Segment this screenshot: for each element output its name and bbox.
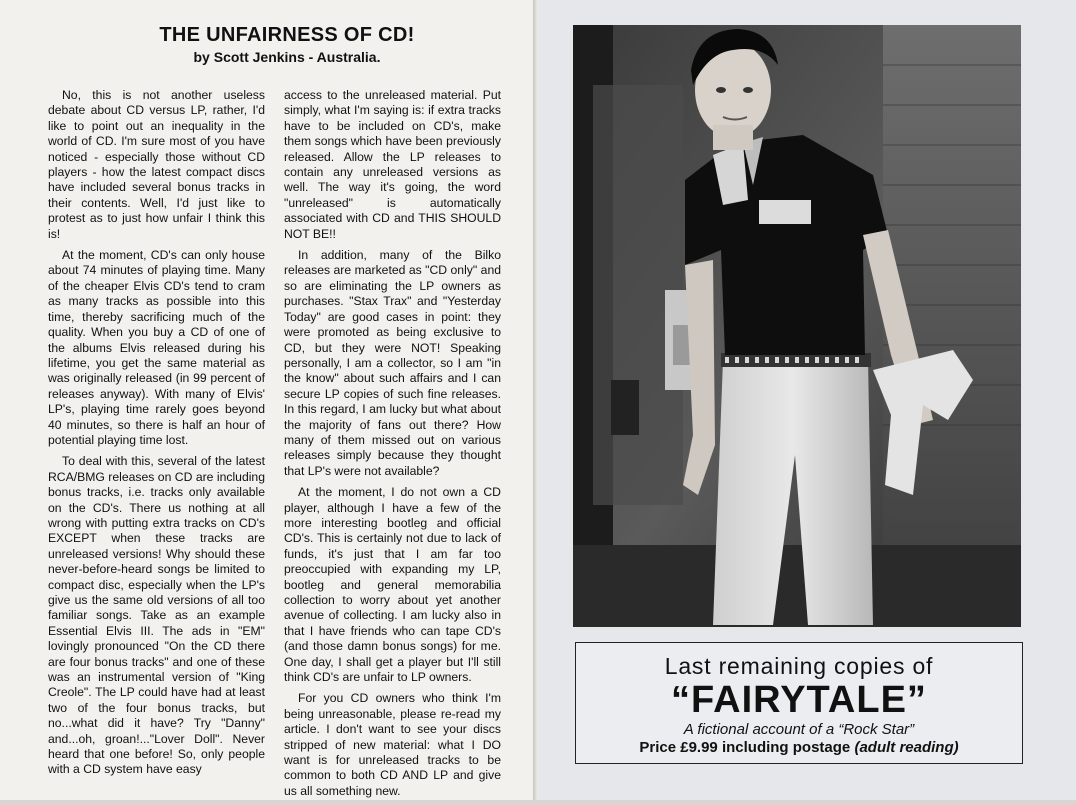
- advert-book-title: “FAIRYTALE”: [671, 679, 927, 721]
- photo-illustration: [573, 25, 1021, 627]
- article-title: THE UNFAIRNESS OF CD!: [159, 24, 415, 46]
- article-column-2: [284, 88, 501, 805]
- paragraph: In addition, many of the Bilko releases are marketed as "CD only" and so are eliminating the LP owners as purchases. "Stax Trax" and "Yesterday Today" are good cases in point: they were promoted as being exclusive to CD, but they were NOT! Speaking personally, I am a collector, so I am "in the know" about such affairs and I can secure LP copies of such fine releases. In this regard, I am lucky but what about the majority of fans out there? How many of them missed out on various releases simply because they thought that LP's were not available?: [284, 248, 501, 478]
- paragraph: To deal with this, several of the latest RCA/BMG releases on CD are including bonus tracks, i.e. tracks only available on the CD's. There us nothing at all wrong with putting extra tracks on CD's EXCEPT when these tracks are unreleased versions! Why should these never-before-heard songs be limited to compact disc, especially when the LP's give us the same old versions of all too familiar songs. Take as an example Essential Elvis III. The ads in "EM" lovingly pronounced "On the CD there are four bonus tracks" and one of these was an instrumental version of "King Creole". The LP could have had at least two of the four bonus tracks, but no...what did it have? Try "Danny" and...oh, groan!..."Lover Doll". Never heard that one before! So, only people with a CD system have easy: [48, 454, 265, 777]
- elvis-photo: [573, 25, 1021, 627]
- fairytale-advert: [575, 642, 1023, 764]
- paragraph: access to the unreleased material. Put simply, what I'm saying is: if extra tracks have to be included on CD's, make them songs which have been previously released. Allow the LP releases to contain any unreleased versions as well. The way it's going, the word "unreleased" is automatically associated with CD and THIS SHOULD NOT BE!!: [284, 88, 501, 241]
- advert-subtitle: A fictional account of a “Rock Star”: [683, 721, 915, 738]
- article-column-1: [48, 88, 265, 784]
- advert-price-line: [576, 739, 1022, 756]
- advert-tagline: Last remaining copies of: [664, 653, 934, 679]
- paragraph: No, this is not another useless debate about CD versus LP, rather, I'd like to point out an inequality in the world of CD. I'm sure most of you have noticed - especially those without CD players - how the latest compact discs have included several bonus tracks in their contents. Well, I'd just like to protest as to just how unfair I think this is!: [48, 88, 265, 241]
- article-header: [0, 24, 534, 65]
- paragraph: For you CD owners who think I'm being unreasonable, please re-read my article. I don't want to see your discs stripped of new material: what I DO want is for unreleased tracks to be common to both CD AND LP and give us all something new.: [284, 691, 501, 798]
- advert-price: Price £9.99 including postage: [639, 739, 851, 756]
- right-page: [538, 0, 1076, 800]
- paragraph: At the moment, CD's can only house about 74 minutes of playing time. Many of the cheaper Elvis CD's tend to cram as many tracks as possible into this time, thereby sacrificing much of the quality. When you buy a CD of one of the albums Elvis released during his lifetime, you get the same material as was originally released (in 99 percent of releases anyway). With many of Elvis' LP's, playing time rarely goes beyond 40 minutes, so there is half an hour of potential playing time lost.: [48, 248, 265, 447]
- article-byline: by Scott Jenkins - Australia.: [193, 49, 381, 65]
- paragraph: At the moment, I do not own a CD player, although I have a few of the more interesting bootleg and official CD's. This is certainly not due to lack of funds, it's just that I am far too preoccupied with expanding my LP, bootleg and general memorabilia collection to worry about yet another avenue of collecting. I am lucky also in that I have friends who can tape CD's (and those damn bonus songs) for me. One day, I shall get a player but I'll still think CD's are unfair to LP owners.: [284, 485, 501, 685]
- left-page: [0, 0, 534, 800]
- advert-note: (adult reading): [854, 739, 959, 756]
